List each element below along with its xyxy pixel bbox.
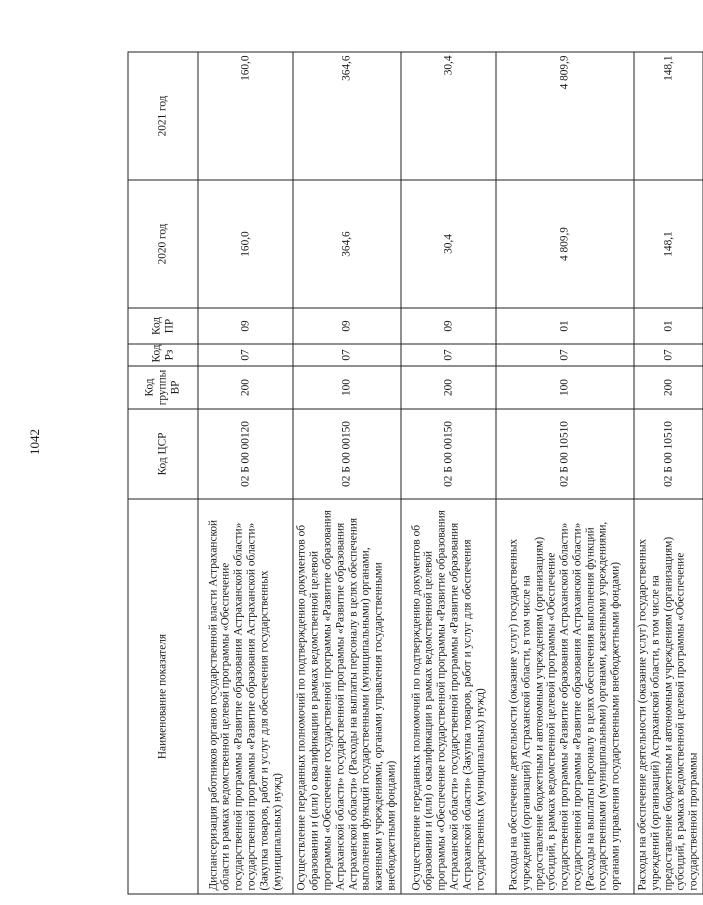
header-name: Наименование показателя: [128, 499, 198, 894]
row-pr: 09: [198, 308, 293, 344]
row-pr: 09: [401, 308, 496, 344]
row-vr: 200: [198, 366, 293, 409]
row-2021: 160,0: [198, 52, 293, 180]
row-2020: 148,1: [634, 180, 703, 308]
row-csr: 02 Б 00 00120: [198, 409, 293, 499]
row-name: Осуществление переданных полномочий по подтверждению документов об образовании и (или) о квалификации в рамках ведомственной целевой программы «Обеспечение государственной программы «Развитие образования Астраханской области» государственной программы «Развитие образования Астраханской области» (Расходы на выплаты персоналу в целях обеспечения выполнения функций государственными (муниципальными) органами, казенными учреждениями, органами управления государственными внебюджетными фондами): [293, 499, 401, 894]
row-2020: 364,6: [293, 180, 401, 308]
rotated-table-frame: [127, 52, 700, 894]
row-csr: 02 Б 00 10510: [496, 409, 634, 499]
row-rz: 07: [198, 344, 293, 366]
row-pr: 09: [293, 308, 401, 344]
budget-table: [127, 51, 703, 894]
row-rz: 07: [496, 344, 634, 366]
row-rz: 07: [401, 344, 496, 366]
row-name: Диспансеризация работников органов государственной власти Астраханской области в рамках ведомственной целевой программы «Обеспечение государственной программы «Развитие образования Астраханской области» государственной программы «Развитие образования Астраханской области» (Закупка товаров, работ и услуг для обеспечения государственных (муниципальных) нужд): [198, 499, 293, 894]
header-2020: 2020 год: [128, 180, 198, 308]
page-number: 1042: [27, 429, 42, 455]
row-2020: 160,0: [198, 180, 293, 308]
row-2021: 30,4: [401, 52, 496, 180]
table-row: [634, 52, 703, 894]
table-row: [401, 52, 496, 894]
row-name: Осуществление переданных полномочий по подтверждению документов об образовании и (или) о квалификации в рамках ведомственной целевой программы «Обеспечение государственной программы «Развитие образования Астраханской области» государственной программы «Развитие образования Астраханской области» (Закупка товаров, работ и услуг для обеспечения государственных (муниципальных) нужд): [401, 499, 496, 894]
row-2021: 364,6: [293, 52, 401, 180]
row-csr: 02 Б 00 00150: [401, 409, 496, 499]
row-name: Расходы на обеспечение деятельности (оказание услуг) государственных учреждений (организаций) Астраханской области, в том числе на предоставление бюджетным и автономным учреждениям (организациям) субсидий, в рамках ведомственной целевой программы «Обеспечение государственной программы: [634, 499, 703, 894]
row-pr: 01: [496, 308, 634, 344]
table-row: [198, 52, 293, 894]
row-csr: 02 Б 00 10510: [634, 409, 703, 499]
table-row: [293, 52, 401, 894]
row-vr: 200: [634, 366, 703, 409]
row-rz: 07: [634, 344, 703, 366]
row-csr: 02 Б 00 00150: [293, 409, 401, 499]
row-vr: 100: [496, 366, 634, 409]
row-2020: 30,4: [401, 180, 496, 308]
row-2021: 148,1: [634, 52, 703, 180]
row-vr: 200: [401, 366, 496, 409]
row-vr: 100: [293, 366, 401, 409]
table-row: [496, 52, 634, 894]
header-row: [128, 52, 198, 894]
header-2021: 2021 год: [128, 52, 198, 180]
header-rz: Код Рз: [128, 344, 198, 366]
row-2021: 4 809,9: [496, 52, 634, 180]
row-rz: 07: [293, 344, 401, 366]
header-pr: Код ПР: [128, 308, 198, 344]
header-vr: Код группы ВР: [128, 366, 198, 409]
row-2020: 4 809,9: [496, 180, 634, 308]
header-csr: Код ЦСР: [128, 409, 198, 499]
row-pr: 01: [634, 308, 703, 344]
row-name: Расходы на обеспечение деятельности (оказание услуг) государственных учреждений (организаций) Астраханской области, в том числе на предоставление бюджетным и автономным учреждениям (организациям) субсидий, в рамках ведомственной целевой программы «Обеспечение государственной программы «Развитие образования Астраханской области» государственной программы «Развитие образования Астраханской области» (Расходы на выплаты персоналу в целях обеспечения выполнения функций государственными (муниципальными) органами, казенными учреждениями, органами управления государственными внебюджетными фондами): [496, 499, 634, 894]
